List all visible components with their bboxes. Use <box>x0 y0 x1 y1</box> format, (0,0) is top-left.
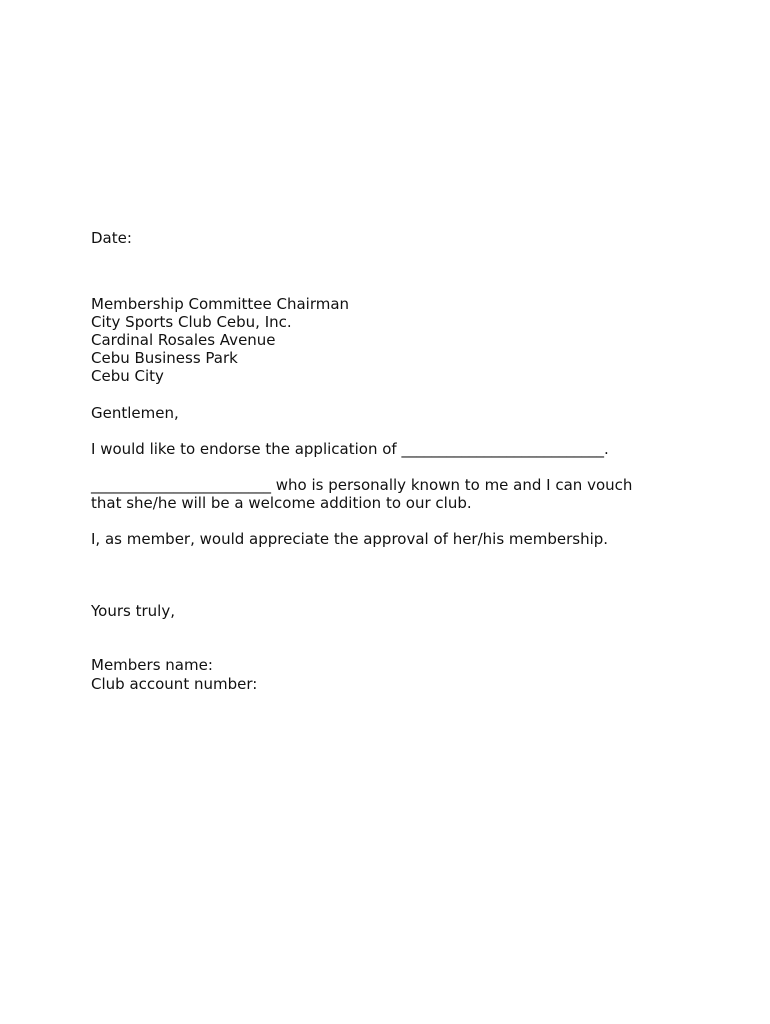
salutation: Gentlemen, <box>91 404 179 422</box>
vouch-paragraph-line-1: ________________________ who is personally known to me and I can vouch <box>91 476 633 494</box>
vouch-paragraph-line-2: that she/he will be a welcome addition to our club. <box>91 494 472 512</box>
address-line-city: Cebu City <box>91 367 164 385</box>
address-line-street: Cardinal Rosales Avenue <box>91 331 276 349</box>
members-name-label: Members name: <box>91 656 213 674</box>
closing: Yours truly, <box>91 602 175 620</box>
approval-paragraph: I, as member, would appreciate the approval of her/his membership. <box>91 530 609 548</box>
endorsement-paragraph: I would like to endorse the application of ___________________________. <box>91 440 609 458</box>
address-line-district: Cebu Business Park <box>91 349 238 367</box>
address-line-recipient: Membership Committee Chairman <box>91 295 350 313</box>
address-line-organization: City Sports Club Cebu, Inc. <box>91 313 292 331</box>
club-account-label: Club account number: <box>91 675 258 693</box>
date-label: Date: <box>91 229 132 247</box>
